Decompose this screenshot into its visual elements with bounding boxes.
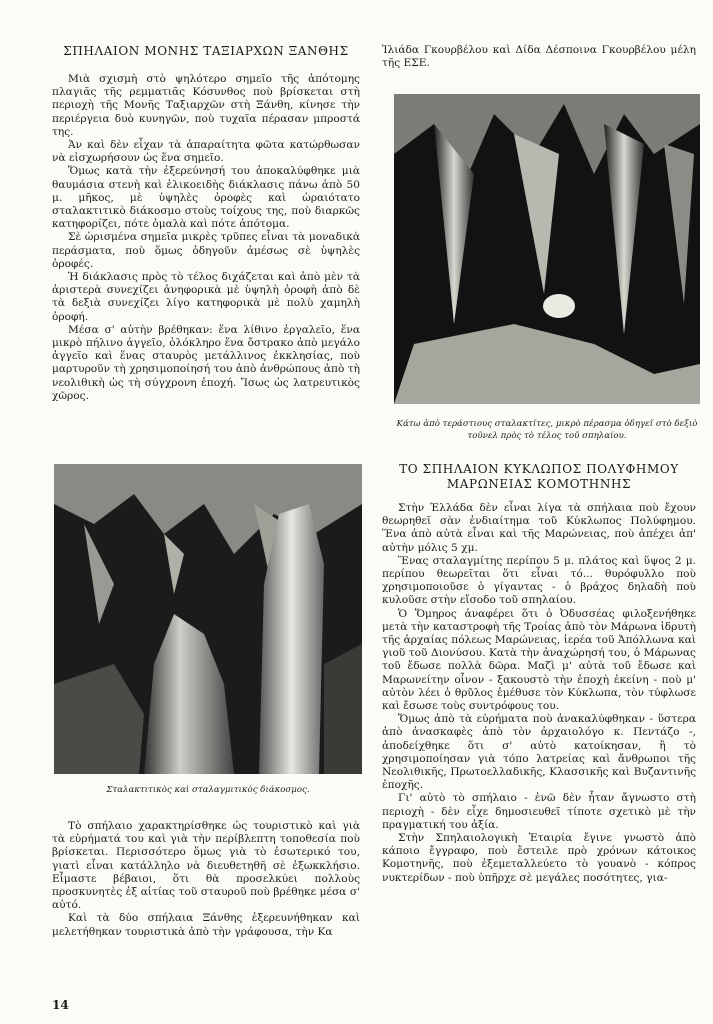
photo-passage bbox=[394, 94, 700, 404]
page-number: 14 bbox=[52, 998, 69, 1012]
paragraph: Ἡ διάκλασις πρὸς τὸ τέλος διχάζεται καὶ ἀπὸ μὲν τὰ ἀριστερὰ συνεχίζει ἀνηφορικὰ μὲ ὑψηλὴ ὀροφὴ ἀπὸ δὲ τὰ δεξιὰ συνεχίζει λίγο κατηφορικὰ μὲ πολὺ χαμηλὴ ὀροφή. bbox=[52, 271, 360, 323]
paragraph: Τὸ σπήλαιο χαρακτηρίσθηκε ὡς τουριστικὸ καὶ γιὰ τὰ εὑρήματά του καὶ γιὰ τὴν περίβλεπτη τοποθεσία ποὺ βρίσκεται. Περισσότερο ὅμως γιὰ τὸ ἐσωτερικό του, γιατὶ εἶναι κατάλληλο νὰ διευθετηθῆ σὲ ἐξωκκλήσιο. Εἶμαστε βέβαιοι, ὅτι θὰ προσελκύει πολλοὺς προσκυνητὲς ἐξ αἰτίας τοῦ σταυροῦ ποὺ βρέθηκε μέσα σ' αὐτό. bbox=[52, 820, 360, 912]
article1-continued bbox=[52, 820, 360, 939]
cave-passage-image bbox=[394, 94, 700, 404]
paragraph: Ὅμως ἀπὸ τὰ εὑρήματα ποὺ ἀνακαλύφθηκαν - ὕστερα ἀπὸ ἀνασκαφὲς ἀπὸ τὸν ἀρχαιολόγο κ. Πεντάζο -, ἀποδείχθηκε ὅτι σ' αὐτὸ κατοίκησαν, ἢ τὸ χρησιμοποίησαν γιὰ τόπο λατρείας καὶ ἄνθρωποι τῆς Νεολιθικῆς, Πρωτοελλαδικῆς, Κλασσικῆς καὶ Βυζαντινῆς ἐποχῆς. bbox=[382, 713, 696, 792]
paragraph: Μέσα σ' αὐτὴν βρέθηκαν: ἕνα λίθινο ἐργαλεῖο, ἕνα μικρὸ πήλινο ἀγγεῖο, ὁλόκληρο ἕνα ὄστρακο ἀπὸ μεγάλο ἀγγεῖο καὶ ἕνας σταυρὸς μετάλλινος ἐκκλησίας, ποὺ μαρτυροῦν τὴ χρησιμοποίησή του ἀπὸ ἀνθρώπους ἀπὸ τὴ νεολιθικὴ ὡς τὴ σύγχρονη ἐποχή. Ἴσως ὡς λατρευτικὸς χῶρος. bbox=[52, 323, 360, 402]
paragraph: Σὲ ὡρισμένα σημεῖα μικρὲς τρῦπες εἶναι τὰ μοναδικὰ περάσματα, ποὺ ὅμως ὁδηγοῦν ἀμέσως σὲ ὑψηλὲς ὀροφές. bbox=[52, 231, 360, 270]
photo-caption-right: Κάτω ἀπὸ τεράστιους σταλακτῖτες, μικρὸ πέρασμα ὁδηγεῖ στὸ δεξιὸ τοῦνελ πρὸς τὸ τέλος τοῦ σπηλαίου. bbox=[396, 419, 698, 441]
right-column-top bbox=[382, 44, 696, 70]
photo-caption-left: Σταλακτιτικὸς καὶ σταλαγμιτικὸς διάκοσμος. bbox=[106, 785, 310, 795]
paragraph: Ἕνας σταλαγμίτης περίπου 5 μ. πλάτος καὶ ὕψος 2 μ. περίπου θεωρεῖται ὅτι εἶναι τό... θυρόφυλλο ποὺ χρησιμοποιοῦσε ὁ γίγαντας - ὁ βράχος δηλαδὴ ποὺ κυλοῦσε στὴν εἴσοδο τοῦ σπηλαίου. bbox=[382, 554, 696, 607]
article1-title: ΣΠΗΛΑΙΟΝ ΜΟΝΗΣ ΤΑΞΙΑΡΧΩΝ ΞΑΝΘΗΣ bbox=[63, 44, 349, 58]
paragraph: Καὶ τὰ δύο σπήλαια Ξάνθης ἐξερευνήθηκαν καὶ μελετήθηκαν τουριστικὰ ἀπὸ τὴν γράφουσα, τὴν Κα bbox=[52, 912, 360, 938]
paragraph: Μιὰ σχισμὴ στὸ ψηλότερο σημεῖο τῆς ἀπότομης πλαγιᾶς τῆς ρεμματιᾶς Κόσυνθος ποὺ βρίσκεται στὴ περιοχὴ τῆς Μονῆς Ταξιαρχῶν στὴ Ξάνθη, κίνησε τὴν περιέργεια δυὸ κυνηγῶν, ποὺ τυχαῖα πέρασαν μπροστά της. bbox=[52, 73, 360, 138]
article2-title: ΤΟ ΣΠΗΛΑΙΟΝ ΚΥΚΛΩΠΟΣ ΠΟΛΥΦΗΜΟΥ ΜΑΡΩΝΕΙΑΣ ΚΟΜΟΤΗΝΗΣ bbox=[399, 462, 679, 491]
paragraph: Στὴν Σπηλαιολογικὴ Ἑταιρία ἔγινε γνωστὸ ἀπὸ κάποιο ἔγγραφο, ποὺ ἔστειλε πρὸ χρόνων κάτοικος Κομοτηνῆς, ποὺ ἐξεμεταλλεύετο τὸ γουανὸ - κόπρος νυκτερίδων - ποὺ ὑπῆρχε σὲ μεγάλες ποσότητες, για- bbox=[382, 832, 696, 884]
photo-stalactites-stalagmites bbox=[54, 464, 362, 774]
article1 bbox=[52, 44, 360, 403]
cave-photo-image bbox=[54, 464, 362, 774]
paragraph-continuation: Ἰλιάδα Γκουρβέλου καὶ Δίδα Δέσποινα Γκουρβέλου μέλη τῆς ΕΣΕ. bbox=[382, 44, 696, 70]
paragraph: Γι' αὐτὸ τὸ σπήλαιο - ἐνῶ δὲν ἦταν ἄγνωστο στὴ περιοχὴ - δὲν εἶχε δημοσιευθεῖ τίποτε σχετικὸ μὲ τὴν πραγματική του ἀξία. bbox=[382, 792, 696, 831]
paragraph: Ἀν καὶ δὲν εἶχαν τὰ ἀπαραίτητα φῶτα κατώρθωσαν νὰ εἰσχωρήσουν ὡς ἕνα σημεῖο. bbox=[52, 139, 360, 165]
article2 bbox=[382, 462, 696, 885]
paragraph: Ὅμως κατὰ τὴν ἐξερεύνησή του ἀποκαλύφθηκε μιὰ θαυμάσια στενὴ καὶ ἑλικοειδὴς διάκλασις πάνω ἀπὸ 50 μ. μῆκος, μὲ ὑψηλὲς ὀροφὲς καὶ ὡραιότατο σταλακτιτικὸ διάκοσμο στοὺς τοίχους της, ποὺ διαρκῶς κατηφορίζει, πότε ὁμαλὰ καὶ πότε ἀπότομα. bbox=[52, 165, 360, 231]
paragraph: Στὴν Ἑλλάδα δὲν εἶναι λίγα τὰ σπήλαια ποὺ ἔχουν θεωρηθεῖ σὰν ἐνδιαίτημα τοῦ Κύκλωπος Πολύφημου. Ἕνα ἀπὸ αὐτὰ εἶναι καὶ τῆς Μαρώνειας, ποὺ ἀπέχει ἀπ' αὐτὴν μόλις 5 χμ. bbox=[382, 502, 696, 554]
paragraph: Ὁ Ὅμηρος ἀναφέρει ὅτι ὁ Ὀδυσσέας φιλοξενήθηκε μετὰ τὴν καταστροφὴ τῆς Τροίας ἀπὸ τὸν Μάρωνα ἱδρυτὴ τῆς ἀρχαίας πόλεως Μαρώνειας, ἱερέα τοῦ Ἀπόλλωνα καὶ γιοῦ τοῦ Διονύσου. Κατὰ τὴν ἀναχώρησή του, ὁ Μάρωνας τοῦ ἔδωσε πολλὰ δῶρα. Μαζὶ μ' αὐτὰ τοῦ ἔδωσε καὶ Μαρωνείτην οἶνον - ξακουστὸ τὴν ἐποχὴ ἐκείνη - ποὺ μ' αὐτὸν λέει ὁ θρῦλος ἐμέθυσε τὸν Κύκλωπα, τὸν τύφλωσε καὶ ἔσωσε τοὺς συντρόφους του. bbox=[382, 607, 696, 713]
